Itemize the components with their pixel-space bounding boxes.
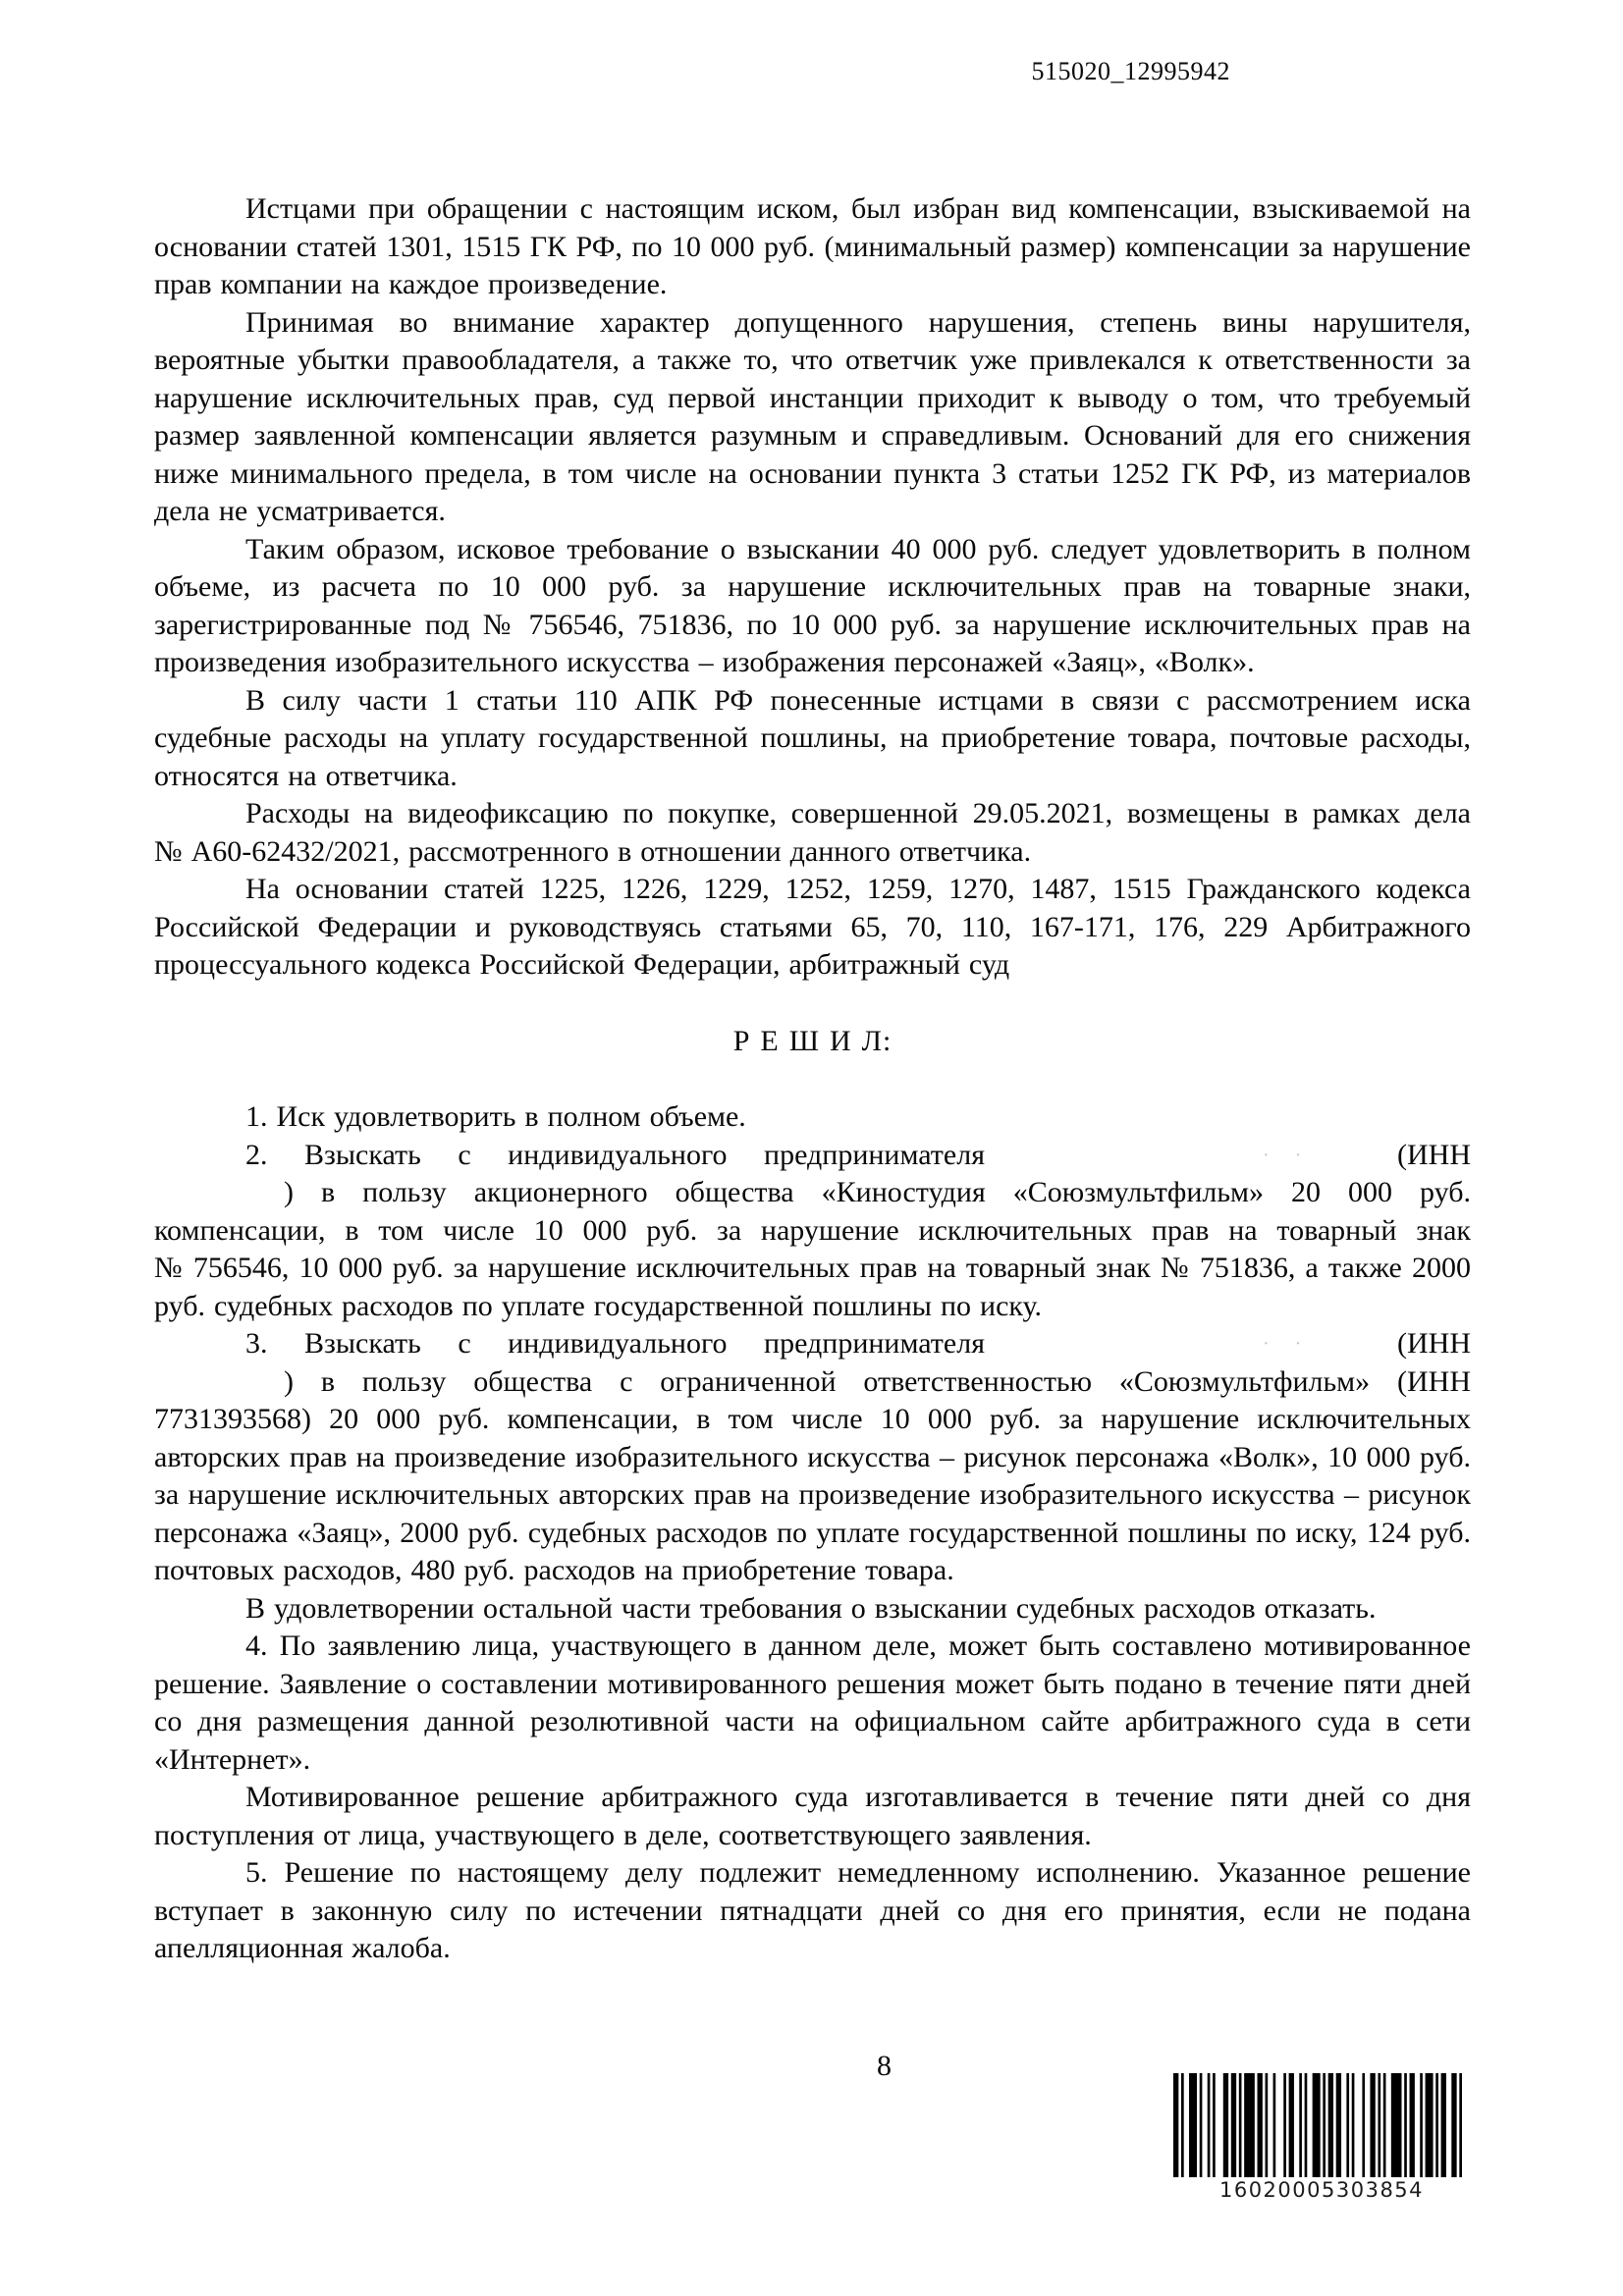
paragraph: В удовлетворении остальной части требования о взыскании судебных расходов отказать. bbox=[245, 1591, 1377, 1625]
paragraph: Принимая во внимание характер допущенного нарушения, степень вины нарушителя, вероятные убытки правообладателя, а также то, что ответчик уже привлекался к ответственности за нарушение исключительных прав, суд первой инстанции приходит к выводу о том, что требуемый размер заявленной компенсации является разумным и справедливым. Оснований для его снижения ниже минимального предела, в том числе на основании пункта 3 статьи 1252 ГК РФ, из материалов дела не усматривается. bbox=[154, 305, 1471, 527]
paragraph: Расходы на видеофиксацию по покупке, совершенной 29.05.2021, возмещены в рамках дела № А60-62432/2021, рассмотренного в отношении данного ответчика. bbox=[154, 797, 1471, 868]
paragraph: Мотивированное решение арбитражного суда изготавливается в течение пяти дней со дня поступления от лица, участвующего в деле, соответствующего заявления. bbox=[154, 1781, 1471, 1851]
barcode-bars-icon bbox=[1173, 2073, 1470, 2177]
paragraph: 1. Иск удовлетворить в полном объеме. bbox=[245, 1100, 746, 1133]
document-body bbox=[154, 190, 1471, 1968]
page-number: 8 bbox=[877, 2050, 892, 2082]
paragraph: Таким образом, исковое требование о взыскании 40 000 руб. следует удовлетворить в полном объеме, из расчета по 10 000 руб. за нарушение исключительных прав на товарные знаки, зарегистрированные под № 756546, 751836, по 10 000 руб. за нарушение исключительных прав на произведения изобразительного искусства – изображения персонажей «Заяц», «Волк». bbox=[154, 532, 1471, 678]
redaction-gap bbox=[154, 1389, 284, 1391]
paragraph: 4. По заявлению лица, участвующего в данном деле, может быть составлено мотивированное решение. Заявление о составлении мотивированного решения может быть подано в течение пяти дней со дня размещения данной резолютивной части на официальном сайте арбитражного суда в сети «Интернет». bbox=[154, 1629, 1471, 1776]
paragraph: 5. Решение по настоящему делу подлежит немедленному исполнению. Указанное решение вступает в законную силу по истечении пятнадцати дней со дня его принятия, если не подана апелляционная жалоба. bbox=[154, 1856, 1471, 1964]
redaction-gap bbox=[985, 1351, 1397, 1353]
paragraph: 3. Взыскать с индивидуального предпринимателя ·· (ИНН) в пользу общества с ограниченной ответственностью «Союзмультфильм» (ИНН 7731393568) 20 000 руб. компенсации, в том числе 10 000 руб. за нарушение исключительных авторских прав на произведение изобразительного искусства – рисунок персонажа «Волк», 10 000 руб. за нарушение исключительных авторских прав на произведение изобразительного искусства – рисунок персонажа «Заяц», 2000 руб. судебных расходов по уплате государственной пошлины по иску, 124 руб. почтовых расходов, 480 руб. расходов на приобретение товара. bbox=[154, 1325, 1471, 1590]
paragraph: В силу части 1 статьи 110 АПК РФ понесенные истцами в связи с рассмотрением иска судебные расходы на уплату государственной пошлины, на приобретение товара, почтовые расходы, относятся на ответчика. bbox=[154, 683, 1471, 792]
redaction-gap bbox=[154, 1200, 284, 1201]
paragraph: Истцами при обращении с настоящим иском, был избран вид компенсации, взыскиваемой на основании статей 1301, 1515 ГК РФ, по 10 000 руб. (минимальный размер) компенсации за нарушение прав компании на каждое произведение. bbox=[154, 192, 1471, 300]
paragraph: 2. Взыскать с индивидуального предпринимателя ·· (ИНН) в пользу акционерного общества «Киностудия «Союзмультфильм» 20 000 руб. компенсации, в том числе 10 000 руб. за нарушение исключительных прав на товарный знак № 756546, 10 000 руб. за нарушение исключительных прав на товарный знак № 751836, а также 2000 руб. судебных расходов по уплате государственной пошлины по иску. bbox=[154, 1137, 1471, 1326]
case-number-header: 515020_12995942 bbox=[1031, 57, 1230, 85]
barcode-number: 16020005303854 bbox=[1218, 2178, 1425, 2202]
resolution-heading: Р Е Ш И Л: bbox=[732, 1024, 893, 1057]
barcode bbox=[1173, 2073, 1470, 2202]
paragraph: На основании статей 1225, 1226, 1229, 1252, 1259, 1270, 1487, 1515 Гражданского кодекса Российской Федерации и руководствуясь статьями 65, 70, 110, 167-171, 176, 229 Арбитражного процессуального кодекса Российской Федерации, арбитражный суд bbox=[154, 873, 1471, 981]
redaction-gap bbox=[985, 1162, 1397, 1164]
